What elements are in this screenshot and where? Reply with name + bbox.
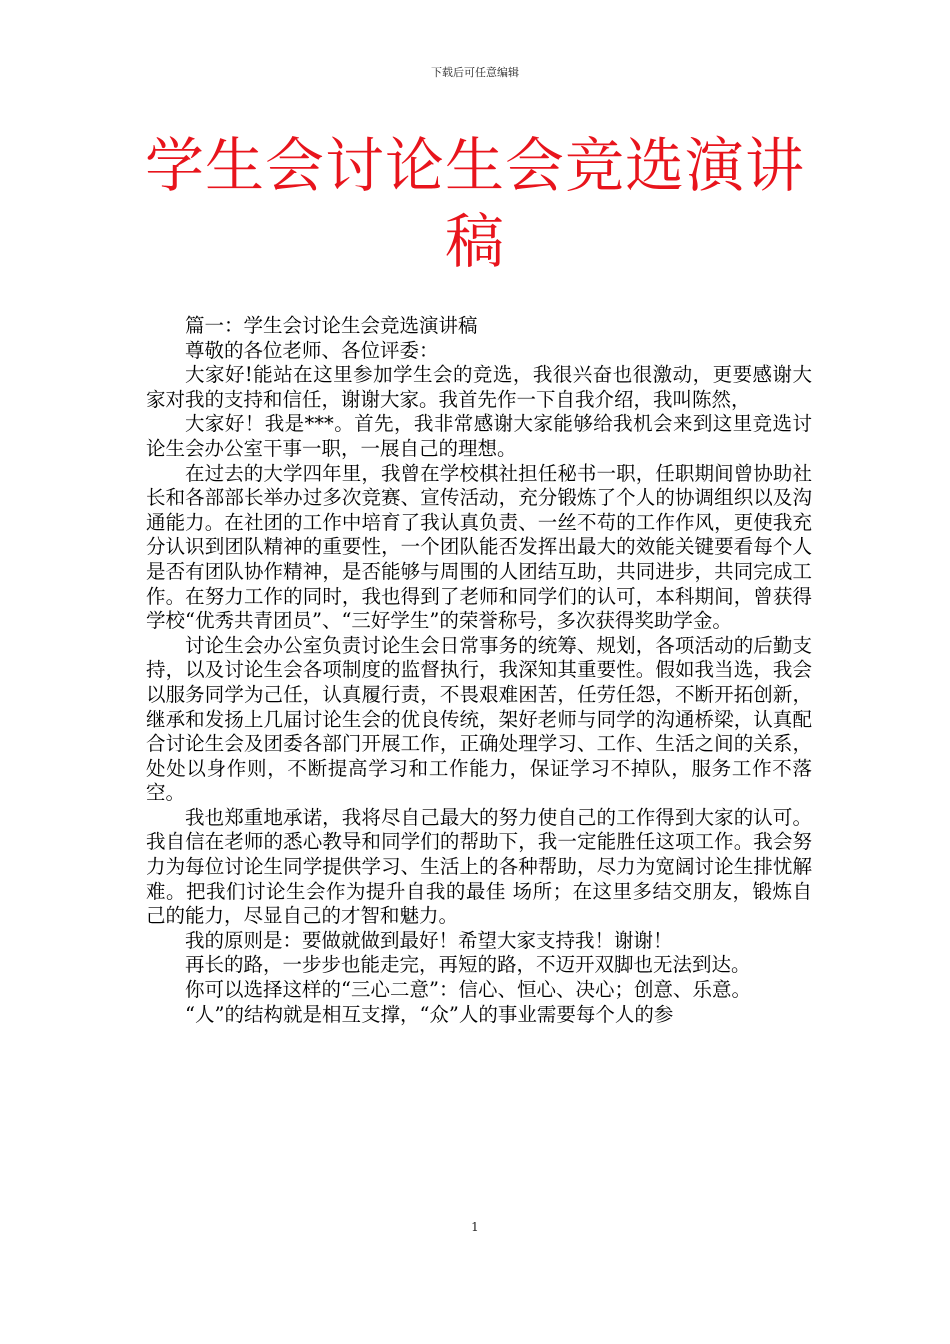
paragraph: “人”的结构就是相互支撑，“众”人的事业需要每个人的参 (185, 1002, 674, 1026)
paragraph: 我的原则是：要做就做到最好！希望大家支持我！谢谢！ (185, 928, 673, 952)
document-body (146, 314, 812, 1027)
paragraph: 大家好！我是***。首先，我非常感谢大家能够给我机会来到这里竞选讨论生会办公室干事一职，一展自己的理想。 (146, 412, 812, 460)
paragraph-section-heading: 篇一：学生会讨论生会竞选演讲稿 (185, 314, 478, 337)
document-title: 学生会讨论生会竞选演讲稿 (144, 131, 805, 276)
paragraph-salutation: 尊敬的各位老师、各位评委： (185, 338, 439, 362)
paragraph: 我也郑重地承诺，我将尽自己最大的努力使自己的工作得到大家的认可。我自信在老师的悉心教导和同学们的帮助下，我一定能胜任这项工作。我会努力为每位讨论生同学提供学习、生活上的各种帮助，尽力为宽阔讨论生排忧解难。把我们讨论生会作为提升自我的最佳 场所；在这里多结交朋友，锻炼自己的能力，尽显自己的才智和魅力。 (146, 805, 812, 928)
paragraph: 你可以选择这样的“三心二意”：信心、恒心、决心；创意、乐意。 (185, 978, 751, 1002)
paragraph: 大家好!能站在这里参加学生会的竞选，我很兴奋也很激动，更要感谢大家对我的支持和信任，谢谢大家。我首先作一下自我介绍，我叫陈然， (146, 363, 812, 411)
page-number: 1 (471, 1220, 479, 1234)
header-note: 下载后可任意编辑 (431, 66, 519, 79)
paragraph: 讨论生会办公室负责讨论生会日常事务的统筹、规划，各项活动的后勤支持，以及讨论生会各项制度的监督执行，我深知其重要性。假如我当选，我会以服务同学为己任，认真履行责，不畏艰难困苦，任劳任怨，不断开拓创新，继承和发扬上几届讨论生会的优良传统，架好老师与同学的沟通桥梁，认真配合讨论生会及团委各部门开展工作，正确处理学习、工作、生活之间的关系，处处以身作则，不断提高学习和工作能力，保证学习不掉队，服务工作不落空。 (146, 633, 812, 805)
paragraph: 再长的路，一步步也能走完，再短的路，不迈开双脚也无法到达。 (185, 953, 751, 977)
paragraph: 在过去的大学四年里，我曾在学校棋社担任秘书一职，任职期间曾协助社长和各部部长举办过多次竞赛、宣传活动，充分锻炼了个人的协调组织以及沟通能力。在社团的工作中培育了我认真负责、一丝不苟的工作作风，更使我充分认识到团队精神的重要性，一个团队能否发挥出最大的效能关键要看每个人是否有团队协作精神，是否能够与周围的人团结互助，共同进步，共同完成工作。在努力工作的同时，我也得到了老师和同学们的认可，本科期间，曾获得学校“优秀共青团员”、“三好学生”的荣誉称号，多次获得奖助学金。 (146, 461, 812, 633)
